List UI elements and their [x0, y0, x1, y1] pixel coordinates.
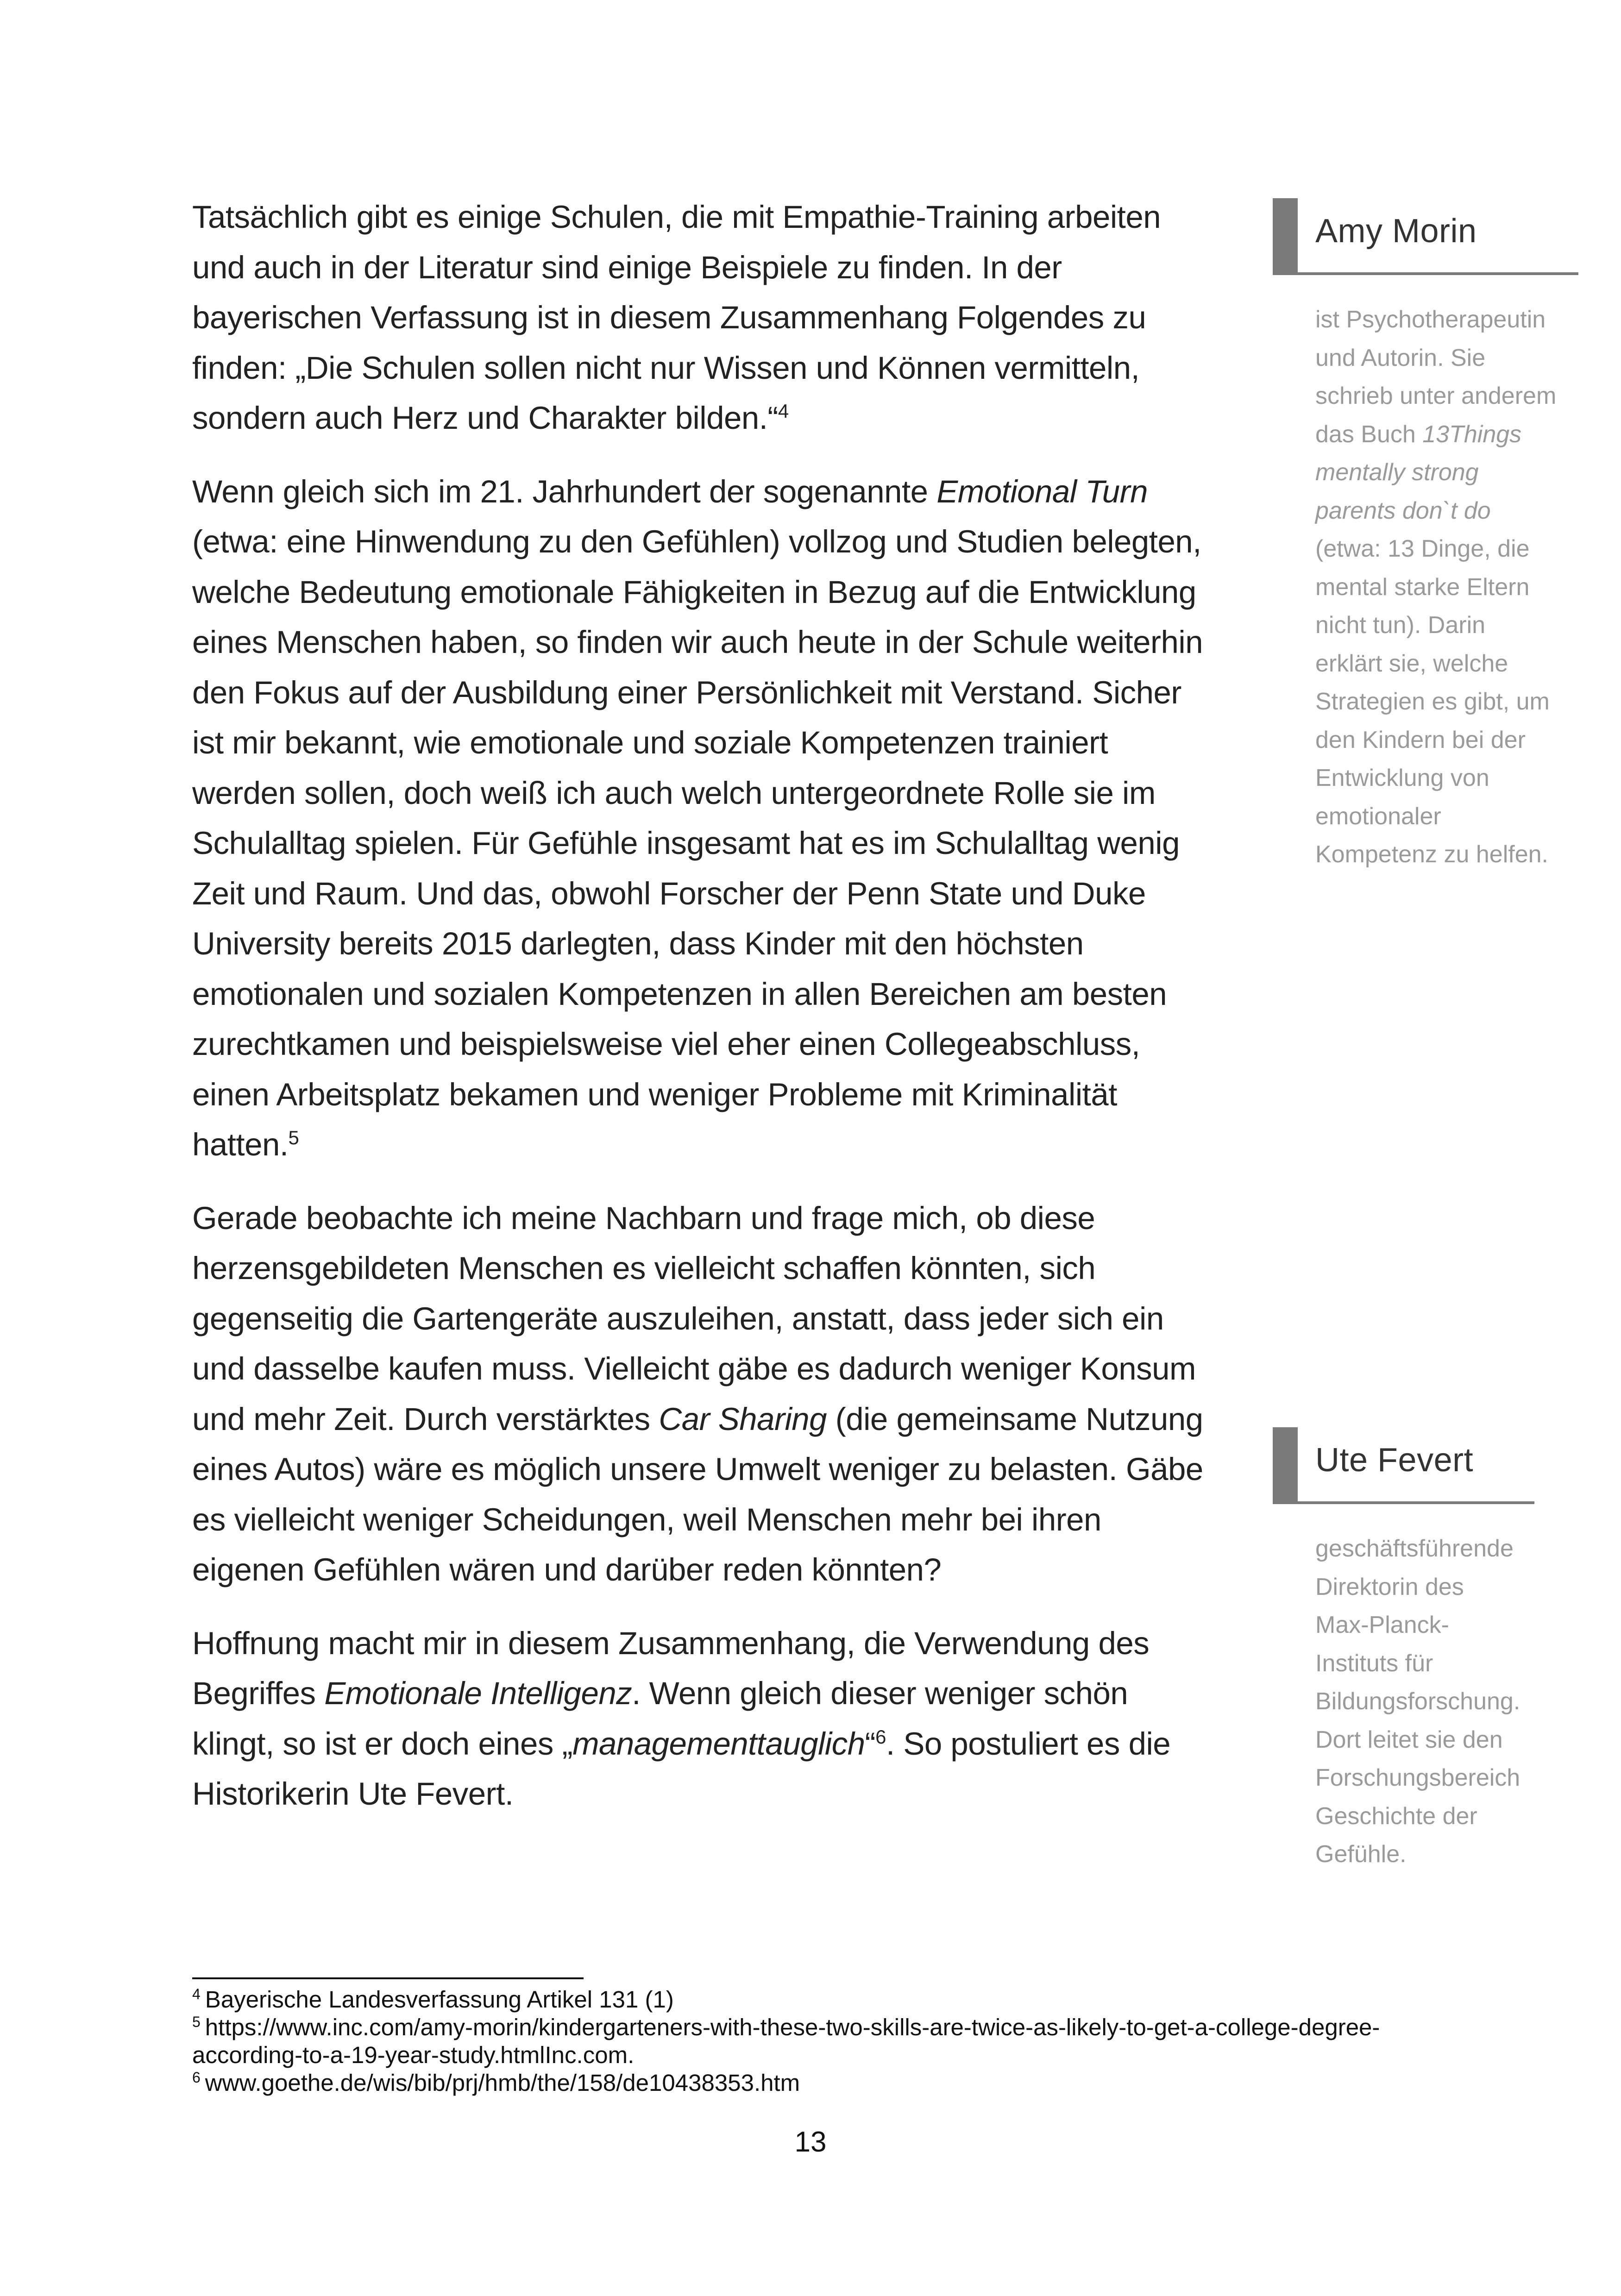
paragraph-3: Gerade beobachte ich meine Nachbarn und frage mich, ob diese herzensgebildeten Menschen es vielleicht schaffen könnten, sich gegenseitig die Gartengeräte auszuleihen, anstatt, dass jeder sich ein und dasselbe kaufen muss. Vielleicht gäbe es dadurch weniger Konsum und mehr Zeit. Durch verstärktes Car Sharing (die gemeinsame Nutzung eines Autos) wäre es möglich unsere Umwelt weniger zu belasten. Gäbe es vielleicht weniger Scheidungen, weil Menschen mehr bei ihren eigenen Gefühlen wären und darüber reden könnten? — [192, 1200, 1203, 1587]
main-text — [192, 192, 1206, 1843]
sidebar-description: ist Psychotherapeutin und Autorin. Sie schrieb unter anderem das Buch 13Things mentally strong parents don`t do (etwa: 13 Dinge, die mental starke Eltern nicht tun). Darin erklärt sie, welche Strategien es gibt, um den Kindern bei der Entwicklung von emotionaler Kompetenz zu helfen. — [1315, 306, 1557, 868]
footnote-4: $^4$ Bayerische Landesverfassung Artikel 131 (1) — [192, 1986, 674, 2013]
sidebar-header — [1273, 198, 1578, 275]
sidebar-header — [1273, 1427, 1534, 1504]
emphasis-emotionale-intelligenz: Emotionale Intelligenz — [324, 1675, 632, 1711]
footnote-ref-6[interactable]: 6 — [875, 1725, 886, 1748]
footnotes — [192, 1986, 1443, 2097]
sidebar-box-ute-fevert — [1273, 1427, 1534, 1874]
emphasis-managementtauglich: managementtauglich — [572, 1725, 865, 1762]
footnote-link[interactable]: www.goethe.de/wis/bib/prj/hmb/the/158/de10438353.htm — [205, 2070, 800, 2096]
footnote-5: $^5$ https://www.inc.com/amy-morin/kindergarteners-with-these-two-skills-are-twice-as-likely-to-get-a-college-degree-according-to-a-19-year-study.htmlInc.com. — [192, 2014, 1380, 2068]
emphasis-car-sharing: Car Sharing — [659, 1401, 827, 1437]
sidebar-accent-bar — [1273, 1427, 1298, 1501]
sidebar-title: Amy Morin — [1315, 213, 1477, 250]
footnote-ref-4[interactable]: 4 — [778, 400, 789, 422]
footnote-link[interactable]: https://www.inc.com/amy-morin/kindergarteners-with-these-two-skills-are-twice-as-likely-to-get-a-college-degree-according-to-a-19-year-study.htmlInc.com. — [192, 2014, 1380, 2068]
footnote-divider — [192, 1977, 584, 1979]
paragraph-4: Hoffnung macht mir in diesem Zusammenhang, die Verwendung des Begriffes Emotionale Intelligenz. Wenn gleich dieser weniger schön klingt, so ist er doch eines „managementtauglich“$^6$. So postuliert es die Historikerin Ute Fevert. — [192, 1625, 1171, 1812]
footnote-6: $^6$ www.goethe.de/wis/bib/prj/hmb/the/158/de10438353.htm — [192, 2069, 800, 2096]
emphasis-emotional-turn: Emotional Turn — [936, 473, 1148, 509]
footnote-ref-5[interactable]: 5 — [288, 1127, 299, 1148]
paragraph-1: Tatsächlich gibt es einige Schulen, die mit Empathie-Training arbeiten und auch in der Literatur sind einige Beispiele zu finden. In der bayerischen Verfassung ist in diesem Zusammenhang Folgendes zu finden: „Die Schulen sollen nicht nur Wissen und Können vermitteln, sondern auch Herz und Charakter bilden.“$^4$ — [192, 199, 1161, 436]
paragraph-2: Wenn gleich sich im 21. Jahrhundert der sogenannte Emotional Turn (etwa: eine Hinwendung zu den Gefühlen) vollzog und Studien belegten, welche Bedeutung emotionale Fähigkeiten in Bezug auf die Entwicklung eines Menschen haben, so finden wir auch heute in der Schule weiterhin den Fokus auf der Ausbildung einer Persönlichkeit mit Verstand. Sicher ist mir bekannt, wie emotionale und soziale Kompetenzen trainiert werden sollen, doch weiß ich auch welch untergeordnete Rolle sie im Schulalltag spielen. Für Gefühle insgesamt hat es im Schulalltag wenig Zeit und Raum. Und das, obwohl Forscher der Penn State und Duke University bereits 2015 darlegten, dass Kinder mit den höchsten emotionalen und sozialen Kompetenzen in allen Bereichen am besten zurechtkamen und beispielsweise viel eher einen Collegeabschluss, einen Arbeitsplatz bekamen und weniger Probleme mit Kriminalität hatten.$^5$ — [192, 473, 1203, 1162]
sidebar-description: geschäftsführende Direktorin des Max-Planck- Instituts für Bildungsforschung. Dort leitet sie den Forschungsbereich Geschichte der Gefühle. — [1315, 1535, 1520, 1868]
sidebar-box-amy-morin — [1273, 198, 1578, 874]
sidebar-accent-bar — [1273, 198, 1298, 272]
page-number: 13 — [794, 2126, 827, 2158]
sidebar-title: Ute Fevert — [1315, 1442, 1474, 1479]
